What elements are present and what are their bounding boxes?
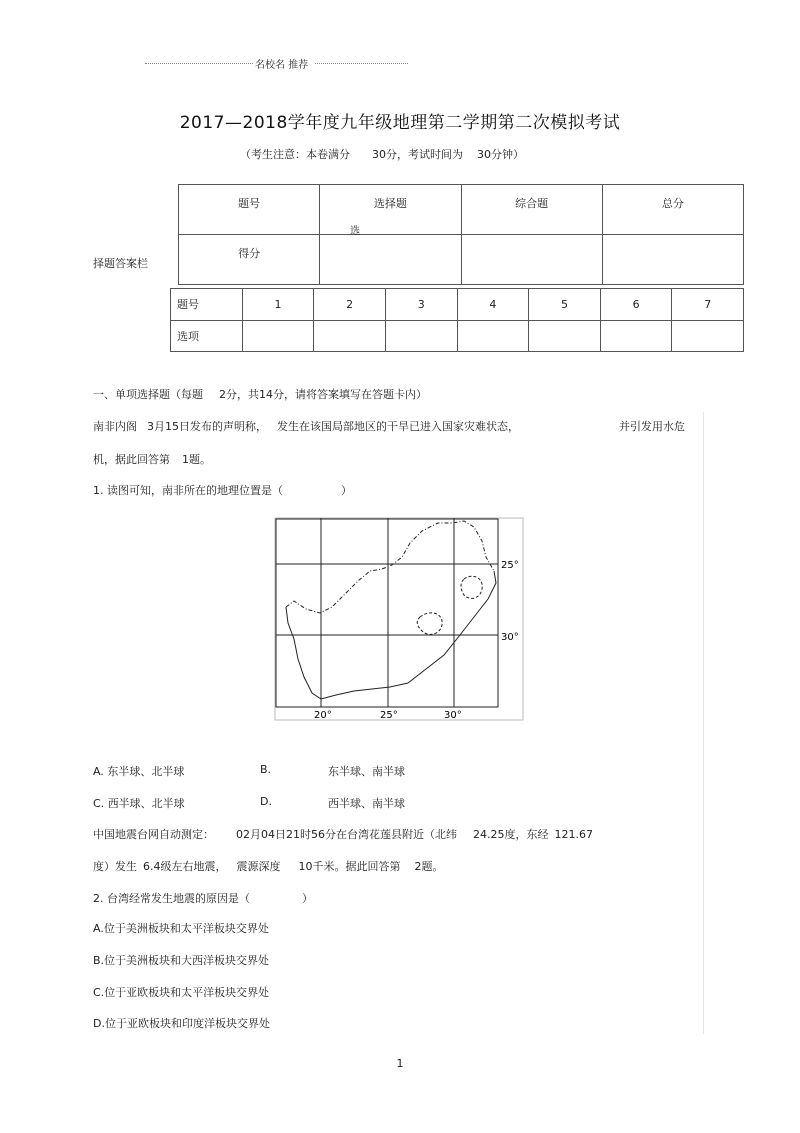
passage1-line1-a: 南非内阁	[93, 420, 137, 433]
answer-number: 6	[600, 289, 672, 321]
passage2-l1-c: 24.25度，东经	[473, 828, 549, 841]
option-letter: D.	[93, 1017, 105, 1030]
answer-row-label-number: 题号	[171, 289, 243, 321]
score-row-label: 得分	[179, 235, 320, 285]
option-text: 位于美洲板块和太平洋板块交界处	[103, 922, 269, 935]
passage1-line1-end: 并引发用水危	[619, 420, 685, 433]
notice-time: 30	[477, 148, 491, 161]
score-choice-cell[interactable]	[320, 235, 461, 285]
page-title: 2017—2018学年度九年级地理第二学期第二次模拟考试	[179, 113, 621, 133]
q1-option-b-letter[interactable]: B.	[260, 763, 272, 776]
answer-number: 5	[529, 289, 601, 321]
section-heading-b: 2	[219, 388, 226, 401]
passage2-l2-c: 震源深度	[236, 860, 281, 873]
passage1-line2-a: 机，据此回答第	[93, 453, 170, 466]
map-lon-label: 20°	[314, 710, 332, 721]
header-dotted-line-left	[145, 63, 253, 64]
passage1-line1-c: 发生在该国局部地区的干旱已进入国家灾难状态，	[277, 420, 519, 433]
question-1-stem: 1. 读图可知，南非所在的地理位置是（	[93, 484, 283, 497]
choice-fragment: 选	[350, 226, 360, 237]
answer-number: 4	[457, 289, 529, 321]
passage1-line1-b: 3月15日发布的声明称，	[147, 420, 267, 433]
question-1	[93, 482, 352, 498]
answer-number: 3	[385, 289, 457, 321]
option-text: 东半球、北半球	[107, 765, 185, 778]
answer-cell[interactable]	[385, 320, 457, 352]
answer-number: 2	[314, 289, 386, 321]
answer-section-label: 择题答案栏	[93, 257, 148, 270]
question-2	[93, 890, 313, 906]
q1-option-d-letter[interactable]: D.	[260, 795, 272, 808]
q1-option-d-text: 西半球、南半球	[328, 797, 405, 810]
question-2-close: ）	[302, 892, 313, 905]
score-header-comprehensive: 综合题	[461, 185, 602, 235]
section-heading-c: 分，共	[226, 388, 259, 401]
option-text: 位于美洲板块和大西洋板块交界处	[104, 954, 270, 967]
header-school-text: 名校名 推荐	[255, 60, 309, 71]
option-text: 西半球、北半球	[107, 797, 185, 810]
passage2-l1-d: 121.67	[554, 828, 593, 841]
option-letter: A.	[93, 765, 104, 778]
page-number: 1	[396, 1057, 404, 1070]
answer-cell[interactable]	[457, 320, 529, 352]
score-header-total: 总分	[602, 185, 743, 235]
answer-cell[interactable]	[529, 320, 601, 352]
passage1-line2	[93, 451, 211, 467]
section-heading-d: 14	[259, 388, 273, 401]
map-lat-label: 25°	[501, 560, 519, 571]
section-heading	[93, 386, 427, 402]
right-margin-line	[703, 412, 704, 1034]
q2-option-d[interactable]	[93, 1015, 270, 1031]
question-2-stem: 2. 台湾经常发生地震的原因是（	[93, 892, 250, 905]
passage1-line1	[93, 418, 519, 434]
score-header-number: 题号	[179, 185, 320, 235]
option-letter: C.	[93, 797, 105, 810]
map-lon-label: 30°	[444, 710, 462, 721]
score-comprehensive-cell[interactable]	[461, 235, 602, 285]
exam-notice	[240, 146, 524, 162]
south-africa-map	[274, 517, 524, 721]
q1-option-c[interactable]	[93, 795, 185, 811]
score-table	[178, 184, 744, 285]
option-letter: B.	[93, 954, 105, 967]
passage2-l2-b: 6.4级左右地震，	[143, 860, 227, 873]
answer-cell[interactable]	[314, 320, 386, 352]
answer-cell[interactable]	[672, 320, 744, 352]
answer-number: 7	[672, 289, 744, 321]
answer-number: 1	[242, 289, 314, 321]
passage2-l2-e: 2题。	[414, 860, 444, 873]
section-heading-a: 一、单项选择题（每题	[93, 388, 203, 401]
option-letter: C.	[93, 986, 105, 999]
passage2-line2	[93, 858, 444, 874]
notice-mid: 分，考试时间为	[386, 148, 463, 161]
notice-suffix: 分钟）	[491, 148, 524, 161]
score-header-choice: 选择题	[320, 185, 461, 235]
section-heading-e: 分，请将答案填写在答题卡内）	[273, 388, 427, 401]
answer-table	[170, 288, 744, 352]
q1-option-b-text: 东半球、南半球	[328, 765, 405, 778]
passage1-line2-b: 1题。	[182, 453, 211, 466]
map-frame	[275, 518, 523, 720]
option-text: 位于亚欧板块和太平洋板块交界处	[104, 986, 270, 999]
passage2-l1-b: 02月04日21时56分在台湾花莲县附近（北纬	[236, 828, 457, 841]
q1-option-a[interactable]	[93, 763, 184, 779]
answer-row-label-option: 选项	[171, 320, 243, 352]
score-total-cell[interactable]	[602, 235, 743, 285]
option-text: 位于亚欧板块和印度洋板块交界处	[104, 1017, 270, 1030]
notice-full-score: 30	[372, 148, 386, 161]
passage2-l1-a: 中国地震台网自动测定：	[93, 828, 214, 841]
answer-cell[interactable]	[242, 320, 314, 352]
map-lat-label: 30°	[501, 632, 519, 643]
q2-option-a[interactable]	[93, 920, 269, 936]
q2-option-c[interactable]	[93, 984, 269, 1000]
q2-option-b[interactable]	[93, 952, 269, 968]
option-letter: A.	[93, 922, 104, 935]
passage2-l2-a: 度）发生	[93, 860, 137, 873]
passage2-l2-d: 10千米。据此回答第	[298, 860, 401, 873]
header-dotted-line-right	[315, 63, 408, 64]
passage2-line1	[93, 826, 593, 842]
notice-prefix: （考生注意：本卷满分	[240, 148, 350, 161]
answer-cell[interactable]	[600, 320, 672, 352]
map-lon-label: 25°	[380, 710, 398, 721]
question-1-close: ）	[341, 484, 352, 497]
